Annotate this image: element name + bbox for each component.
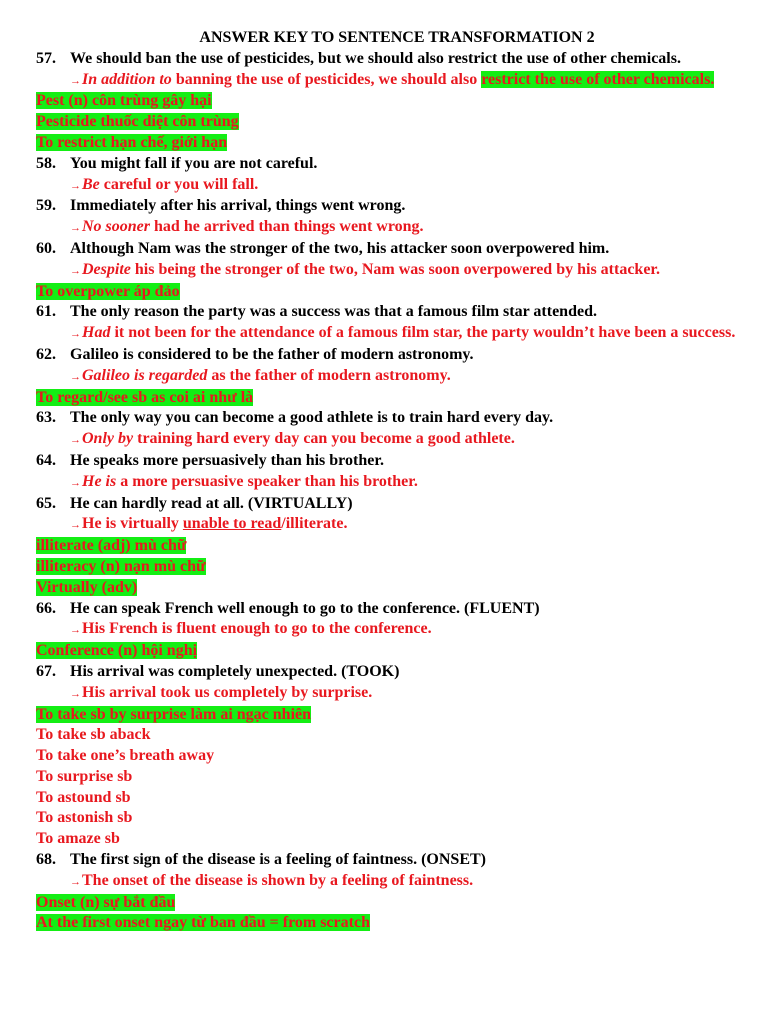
question-57	[36, 49, 738, 70]
answer-text: /illiterate.	[281, 515, 348, 533]
question-number: 68.	[36, 851, 56, 869]
vocab-text: Pesticide thuốc diệt côn trùng	[36, 113, 239, 131]
question-64	[36, 451, 738, 472]
answer-text: His arrival took us completely by surprise.	[82, 683, 373, 701]
question-text: The only way you can become a good athlete is to train hard every day.	[70, 409, 554, 427]
answer-68	[36, 871, 738, 893]
vocab-text: At the first onset ngay từ ban đầu = from scratch	[36, 914, 370, 932]
vocab-line: To take sb aback	[36, 726, 151, 744]
arrow-icon: →	[70, 624, 81, 637]
answer-text: a more persuasive speaker than his brother.	[116, 472, 418, 490]
question-number: 65.	[36, 494, 56, 512]
answer-64	[36, 472, 738, 494]
vocab-line	[36, 578, 738, 599]
answer-keyword: Be	[82, 175, 100, 193]
vocab-text: To regard/see sb as coi ai như là	[36, 388, 254, 406]
vocab-text: Conference (n) hội nghị	[36, 642, 198, 660]
question-65	[36, 494, 738, 515]
vocab-text: To restrict hạn chế, giới hạn	[36, 133, 228, 151]
question-number: 60.	[36, 239, 56, 257]
arrow-icon: →	[70, 476, 81, 489]
question-number: 57.	[36, 49, 56, 67]
answer-text: as the father of modern astronomy.	[207, 366, 451, 384]
question-text: He can hardly read at all. (VIRTUALLY)	[70, 494, 353, 512]
vocab-line	[36, 913, 738, 934]
answer-text: training hard every day can you become a good athlete.	[133, 430, 515, 448]
arrow-icon: →	[70, 875, 81, 888]
question-62	[36, 345, 738, 366]
arrow-icon: →	[70, 264, 81, 277]
answer-text: banning the use of pesticides, we should also	[171, 70, 482, 88]
question-number: 66.	[36, 599, 56, 617]
vocab-text: To take sb by surprise làm ai ngạc nhiên	[36, 705, 312, 723]
question-number: 62.	[36, 345, 56, 363]
vocab-line: To astound sb	[36, 788, 131, 806]
question-number: 58.	[36, 154, 56, 172]
question-text: Galileo is considered to be the father of modern astronomy.	[70, 345, 474, 363]
arrow-icon: →	[70, 519, 81, 532]
answer-keyword: Galileo is regarded	[82, 366, 208, 384]
answer-keyword: He is	[82, 472, 117, 490]
answer-keyword: In addition to	[82, 70, 172, 88]
question-number: 63.	[36, 409, 56, 427]
answer-underlined: unable to read	[182, 515, 282, 533]
vocab-line	[36, 557, 738, 578]
answer-65	[36, 514, 738, 536]
answer-text: He is virtually	[82, 515, 183, 533]
question-67	[36, 662, 738, 683]
question-text: The only reason the party was a success was that a famous film star attended.	[70, 303, 597, 321]
arrow-icon: →	[70, 74, 81, 87]
answer-58	[36, 175, 738, 197]
question-58	[36, 154, 738, 175]
answer-keyword: Had	[82, 324, 111, 342]
question-number: 59.	[36, 197, 56, 215]
vocab-line	[36, 133, 738, 154]
answer-text: His French is fluent enough to go to the conference.	[82, 620, 432, 638]
vocab-text: illiteracy (n) nạn mù chữ	[36, 557, 206, 575]
vocab-line	[36, 282, 738, 303]
page-title: ANSWER KEY TO SENTENCE TRANSFORMATION 2	[199, 29, 595, 46]
question-59	[36, 196, 738, 217]
vocab-text: Onset (n) sự bắt đầu	[36, 893, 176, 911]
arrow-icon: →	[70, 687, 81, 700]
answer-text: careful or you will fall.	[99, 175, 259, 193]
answer-keyword: Only by	[82, 430, 134, 448]
answer-keyword: No sooner	[82, 218, 151, 236]
answer-60	[36, 260, 738, 282]
question-63	[36, 408, 738, 429]
vocab-line: To astonish sb	[36, 809, 133, 827]
vocab-text: illiterate (adj) mù chữ	[36, 537, 187, 555]
question-text: Although Nam was the stronger of the two, his attacker soon overpowered him.	[70, 239, 610, 257]
question-60	[36, 239, 738, 260]
vocab-line	[36, 705, 738, 726]
question-66	[36, 599, 738, 620]
vocab-line	[36, 893, 738, 914]
vocab-line	[36, 112, 738, 133]
arrow-icon: →	[70, 222, 81, 235]
answer-62	[36, 366, 738, 388]
question-text: The first sign of the disease is a feeling of faintness. (ONSET)	[70, 851, 486, 869]
question-text: Immediately after his arrival, things went wrong.	[70, 197, 406, 215]
answer-text: had he arrived than things went wrong.	[150, 218, 424, 236]
question-61	[36, 302, 738, 323]
vocab-line	[36, 536, 738, 557]
question-number: 64.	[36, 451, 56, 469]
question-number: 61.	[36, 303, 56, 321]
vocab-line: To surprise sb	[36, 767, 133, 785]
question-text: He speaks more persuasively than his brother.	[70, 451, 384, 469]
vocab-text: To overpower áp đảo	[36, 282, 180, 300]
answer-59	[36, 217, 738, 239]
answer-text: The onset of the disease is shown by a feeling of faintness.	[82, 871, 474, 889]
arrow-icon: →	[70, 434, 81, 447]
vocab-line	[36, 388, 738, 409]
arrow-icon: →	[70, 370, 81, 383]
vocab-line: To amaze sb	[36, 830, 120, 848]
answer-61	[36, 323, 738, 345]
vocab-line: To take one’s breath away	[36, 747, 215, 765]
question-text: His arrival was completely unexpected. (TOOK)	[70, 662, 400, 680]
answer-text: his being the stronger of the two, Nam was soon overpowered by his attacker.	[130, 260, 661, 278]
vocab-line	[36, 641, 738, 662]
answer-63	[36, 429, 738, 451]
vocab-line	[36, 91, 738, 112]
question-text: He can speak French well enough to go to the conference. (FLUENT)	[70, 599, 540, 617]
answer-66	[36, 619, 738, 641]
arrow-icon: →	[70, 328, 81, 341]
question-text: We should ban the use of pesticides, but we should also restrict the use of other chemicals.	[70, 49, 681, 67]
question-text: You might fall if you are not careful.	[70, 154, 318, 172]
question-68	[36, 850, 738, 871]
answer-keyword: Despite	[82, 260, 131, 278]
answer-highlight: restrict the use of other chemicals.	[481, 70, 715, 88]
vocab-text: Pest (n) côn trùng gây hại	[36, 92, 212, 110]
answer-67	[36, 683, 738, 705]
arrow-icon: →	[70, 179, 81, 192]
answer-57	[36, 70, 738, 92]
question-number: 67.	[36, 662, 56, 680]
vocab-text: Virtually (adv)	[36, 578, 138, 596]
answer-text: it not been for the attendance of a famous film star, the party wouldn’t have been a success.	[110, 324, 736, 342]
